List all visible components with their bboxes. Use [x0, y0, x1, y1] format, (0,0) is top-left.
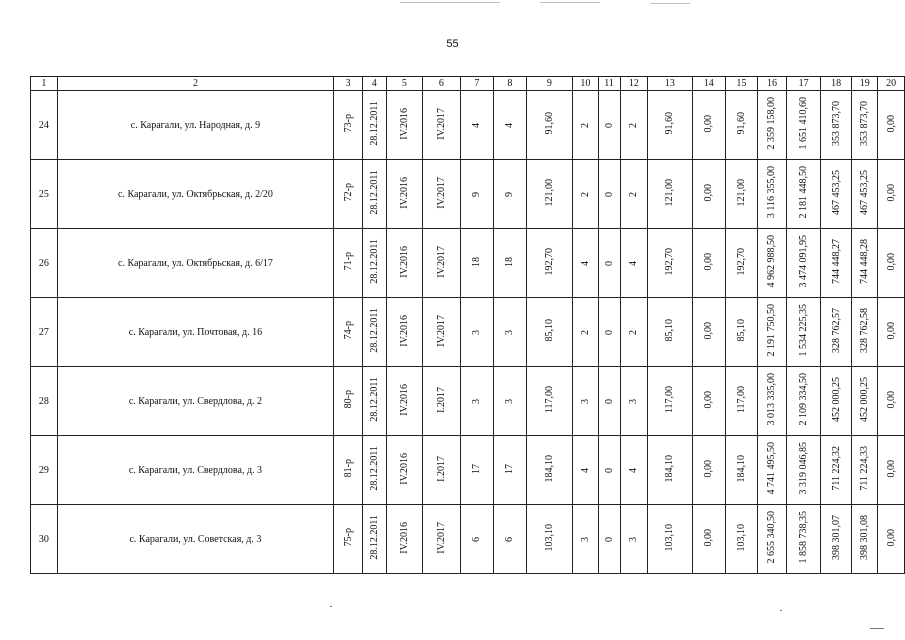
regional-cost: 711 224,32 — [830, 446, 842, 491]
fund-cost: 3 319 046,85 — [798, 442, 810, 495]
residents-count: 3 — [471, 398, 483, 404]
column-header: 2 — [57, 77, 334, 91]
area-municipal: 121,00 — [735, 178, 747, 207]
area-municipal: 91,60 — [735, 112, 747, 135]
column-header: 3 — [334, 77, 363, 91]
area-municipal: 103,10 — [735, 523, 747, 552]
column-header: 15 — [726, 77, 758, 91]
extra-cost: 0,00 — [885, 528, 897, 547]
dwellings-count: 2 — [579, 191, 591, 197]
dwellings-private: 0 — [603, 260, 615, 266]
document-number: 73-р — [342, 114, 354, 133]
total-cost: 2 359 158,00 — [766, 97, 778, 150]
dwellings-municipal: 3 — [628, 536, 640, 542]
regional-cost: 452 000,25 — [830, 377, 842, 422]
fund-cost: 1 858 738,35 — [798, 511, 810, 564]
column-header: 1 — [31, 77, 58, 91]
table-row — [31, 367, 905, 436]
extra-cost: 0,00 — [885, 390, 897, 409]
area-value: 121,00 — [664, 178, 676, 207]
relocated-count: 9 — [504, 191, 516, 197]
column-header: 12 — [620, 77, 648, 91]
dwellings-municipal: 2 — [628, 122, 640, 128]
table-row — [31, 298, 905, 367]
document-number: 72-р — [342, 183, 354, 202]
residents-count: 3 — [471, 329, 483, 335]
total-cost: 2 191 750,50 — [766, 304, 778, 357]
total-area: 91,60 — [543, 112, 555, 135]
row-number: 24 — [31, 91, 58, 160]
relocated-count: 17 — [504, 463, 516, 474]
column-header: 17 — [787, 77, 821, 91]
page-number: 55 — [446, 38, 459, 50]
total-area: 184,10 — [543, 454, 555, 483]
document-date: 28.12.2011 — [368, 239, 380, 284]
document-date: 28.12.2011 — [368, 446, 380, 491]
scan-speck — [870, 628, 884, 629]
residents-count: 17 — [471, 463, 483, 474]
row-number: 30 — [31, 505, 58, 574]
area-municipal: 117,00 — [735, 385, 747, 414]
regional-cost: 467 453,25 — [830, 170, 842, 215]
document-date: 28.12.2011 — [368, 170, 380, 215]
row-number: 29 — [31, 436, 58, 505]
total-area: 85,10 — [543, 319, 555, 342]
address-cell: с. Карагали, ул. Октябрьская, д. 2/20 — [57, 160, 334, 229]
address-cell: с. Карагали, ул. Свердлова, д. 3 — [57, 436, 334, 505]
area-private: 0,00 — [703, 114, 715, 133]
area-private: 0,00 — [703, 183, 715, 202]
housing-register-table — [30, 76, 905, 574]
regional-cost: 328 762,57 — [830, 308, 842, 353]
table-row — [31, 160, 905, 229]
table-row — [31, 91, 905, 160]
area-municipal: 184,10 — [735, 454, 747, 483]
total-area: 121,00 — [543, 178, 555, 207]
dwellings-private: 0 — [603, 122, 615, 128]
column-header: 18 — [820, 77, 852, 91]
dwellings-count: 4 — [579, 260, 591, 266]
scan-speck — [780, 610, 782, 611]
fund-cost: 2 181 448,50 — [798, 166, 810, 219]
planned-end: I.2017 — [435, 386, 447, 413]
table-row — [31, 505, 905, 574]
dwellings-municipal: 2 — [628, 191, 640, 197]
extra-cost: 0,00 — [885, 321, 897, 340]
area-value: 91,60 — [664, 112, 676, 135]
extra-cost: 0,00 — [885, 252, 897, 271]
row-number: 26 — [31, 229, 58, 298]
dwellings-municipal: 3 — [628, 398, 640, 404]
residents-count: 6 — [471, 536, 483, 542]
residents-count: 9 — [471, 191, 483, 197]
regional-cost: 398 301,07 — [830, 515, 842, 560]
row-number: 28 — [31, 367, 58, 436]
planned-end: IV.2017 — [435, 314, 447, 347]
local-cost: 467 453,25 — [859, 170, 871, 215]
column-header: 13 — [648, 77, 692, 91]
total-cost: 3 116 355,00 — [766, 166, 778, 219]
total-cost: 3 013 335,00 — [766, 373, 778, 426]
document-date: 28.12.2011 — [368, 515, 380, 560]
column-header: 7 — [460, 77, 494, 91]
area-private: 0,00 — [703, 390, 715, 409]
planned-start: IV.2016 — [398, 107, 410, 140]
column-header: 9 — [526, 77, 572, 91]
dwellings-private: 0 — [603, 329, 615, 335]
planned-start: IV.2016 — [398, 383, 410, 416]
dwellings-count: 2 — [579, 329, 591, 335]
dwellings-private: 0 — [603, 467, 615, 473]
fund-cost: 2 109 334,50 — [798, 373, 810, 426]
scan-speck — [330, 606, 332, 607]
relocated-count: 6 — [504, 536, 516, 542]
column-header: 20 — [878, 77, 905, 91]
area-value: 103,10 — [664, 523, 676, 552]
local-cost: 452 000,25 — [859, 377, 871, 422]
area-municipal: 192,70 — [735, 247, 747, 276]
document-number: 74-р — [342, 321, 354, 340]
column-number-row — [31, 77, 905, 91]
column-header: 19 — [852, 77, 878, 91]
extra-cost: 0,00 — [885, 114, 897, 133]
document-date: 28.12.2011 — [368, 308, 380, 353]
address-cell: с. Карагали, ул. Народная, д. 9 — [57, 91, 334, 160]
area-value: 192,70 — [664, 247, 676, 276]
relocated-count: 18 — [504, 256, 516, 267]
document-date: 28.12.2011 — [368, 101, 380, 146]
local-cost: 398 301,08 — [859, 515, 871, 560]
document-number: 80-р — [342, 390, 354, 409]
column-header: 8 — [494, 77, 527, 91]
dwellings-municipal: 4 — [628, 260, 640, 266]
regional-cost: 353 873,70 — [830, 101, 842, 146]
table-row — [31, 229, 905, 298]
address-cell: с. Карагали, ул. Почтовая, д. 16 — [57, 298, 334, 367]
total-area: 103,10 — [543, 523, 555, 552]
column-header: 11 — [598, 77, 620, 91]
total-area: 192,70 — [543, 247, 555, 276]
column-header: 10 — [573, 77, 599, 91]
relocated-count: 4 — [504, 122, 516, 128]
area-private: 0,00 — [703, 321, 715, 340]
residents-count: 18 — [471, 256, 483, 267]
local-cost: 353 873,70 — [859, 101, 871, 146]
fund-cost: 1 651 410,60 — [798, 97, 810, 150]
total-cost: 4 741 495,50 — [766, 442, 778, 495]
planned-end: I.2017 — [435, 455, 447, 482]
document-date: 28.12.2011 — [368, 377, 380, 422]
scan-artifact-line — [650, 3, 690, 4]
planned-start: IV.2016 — [398, 452, 410, 485]
document-number: 71-р — [342, 252, 354, 271]
column-header: 4 — [362, 77, 386, 91]
dwellings-count: 2 — [579, 122, 591, 128]
address-cell: с. Карагали, ул. Октябрьская, д. 6/17 — [57, 229, 334, 298]
dwellings-private: 0 — [603, 398, 615, 404]
extra-cost: 0,00 — [885, 183, 897, 202]
dwellings-municipal: 2 — [628, 329, 640, 335]
local-cost: 744 448,28 — [859, 239, 871, 284]
fund-cost: 1 534 225,35 — [798, 304, 810, 357]
area-municipal: 85,10 — [735, 319, 747, 342]
dwellings-private: 0 — [603, 536, 615, 542]
dwellings-private: 0 — [603, 191, 615, 197]
area-value: 117,00 — [664, 385, 676, 414]
total-area: 117,00 — [543, 385, 555, 414]
address-cell: с. Карагали, ул. Советская, д. 3 — [57, 505, 334, 574]
row-number: 27 — [31, 298, 58, 367]
column-header: 16 — [757, 77, 787, 91]
area-value: 184,10 — [664, 454, 676, 483]
dwellings-count: 3 — [579, 398, 591, 404]
local-cost: 711 224,33 — [859, 446, 871, 491]
table-row — [31, 436, 905, 505]
total-cost: 4 962 988,50 — [766, 235, 778, 288]
dwellings-count: 3 — [579, 536, 591, 542]
document-number: 75-р — [342, 528, 354, 547]
area-value: 85,10 — [664, 319, 676, 342]
planned-end: IV.2017 — [435, 176, 447, 209]
planned-end: IV.2017 — [435, 107, 447, 140]
dwellings-municipal: 4 — [628, 467, 640, 473]
total-cost: 2 655 340,50 — [766, 511, 778, 564]
dwellings-count: 4 — [579, 467, 591, 473]
column-header: 14 — [692, 77, 726, 91]
local-cost: 328 762,58 — [859, 308, 871, 353]
scan-artifact-line — [540, 2, 600, 3]
planned-start: IV.2016 — [398, 245, 410, 278]
planned-start: IV.2016 — [398, 176, 410, 209]
planned-start: IV.2016 — [398, 314, 410, 347]
relocated-count: 3 — [504, 398, 516, 404]
relocated-count: 3 — [504, 329, 516, 335]
column-header: 5 — [386, 77, 423, 91]
residents-count: 4 — [471, 122, 483, 128]
extra-cost: 0,00 — [885, 459, 897, 478]
address-cell: с. Карагали, ул. Свердлова, д. 2 — [57, 367, 334, 436]
column-header: 6 — [423, 77, 460, 91]
regional-cost: 744 448,27 — [830, 239, 842, 284]
area-private: 0,00 — [703, 459, 715, 478]
scan-artifact-line — [400, 2, 500, 3]
area-private: 0,00 — [703, 252, 715, 271]
row-number: 25 — [31, 160, 58, 229]
planned-end: IV.2017 — [435, 245, 447, 278]
planned-start: IV.2016 — [398, 521, 410, 554]
fund-cost: 3 474 091,95 — [798, 235, 810, 288]
planned-end: IV.2017 — [435, 521, 447, 554]
area-private: 0,00 — [703, 528, 715, 547]
document-number: 81-р — [342, 459, 354, 478]
